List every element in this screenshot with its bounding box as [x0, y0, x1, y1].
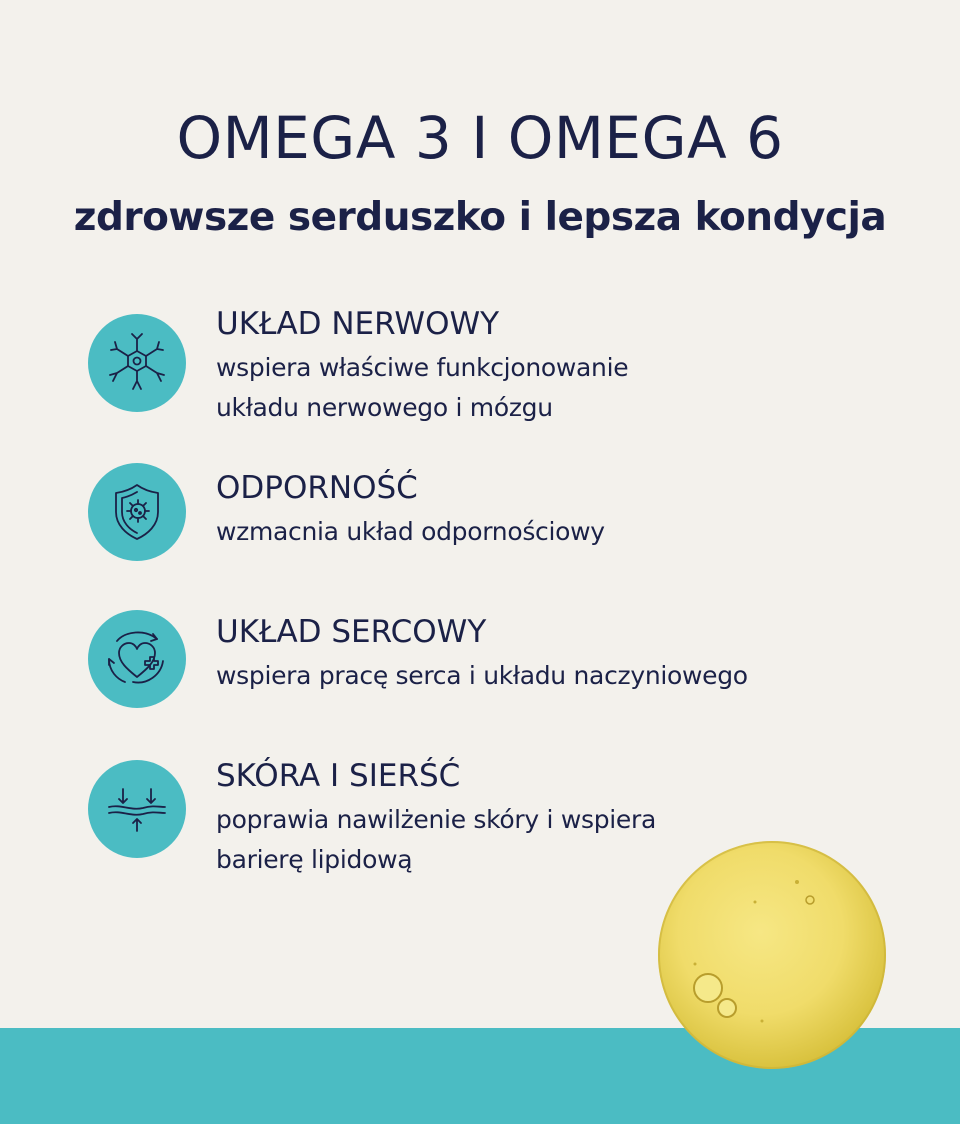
feature-description-line: wspiera właściwe funkcjonowanie	[216, 353, 629, 382]
feature-title: ODPORNOŚĆ	[216, 470, 418, 506]
feature-title: SKÓRA I SIERŚĆ	[216, 758, 461, 794]
feature-description-line: wspiera pracę serca i układu naczyniowego	[216, 661, 748, 690]
feature-title: UKŁAD NERWOWY	[216, 306, 500, 342]
feature-description-line: wzmacnia układ odpornościowy	[216, 517, 605, 546]
feature-description-line: barierę lipidową	[216, 845, 413, 874]
feature-cardiovascular	[88, 612, 908, 712]
feature-immunity	[88, 468, 908, 568]
oil-drop-image	[655, 838, 889, 1072]
feature-description-line: układu nerwowego i mózgu	[216, 393, 553, 422]
page-title: OMEGA 3 I OMEGA 6	[176, 104, 784, 172]
heart-cycle-icon	[88, 610, 186, 708]
feature-nervous-system	[88, 304, 908, 424]
feature-description	[216, 512, 816, 552]
shield-virus-icon	[88, 463, 186, 561]
feature-description	[216, 656, 816, 696]
feature-description	[216, 348, 816, 428]
skin-layers-icon	[88, 760, 186, 858]
neuron-icon	[88, 314, 186, 412]
feature-description-line: poprawia nawilżenie skóry i wspiera	[216, 805, 657, 834]
feature-title: UKŁAD SERCOWY	[216, 614, 487, 650]
page-subtitle: zdrowsze serduszko i lepsza kondycja	[73, 195, 887, 240]
